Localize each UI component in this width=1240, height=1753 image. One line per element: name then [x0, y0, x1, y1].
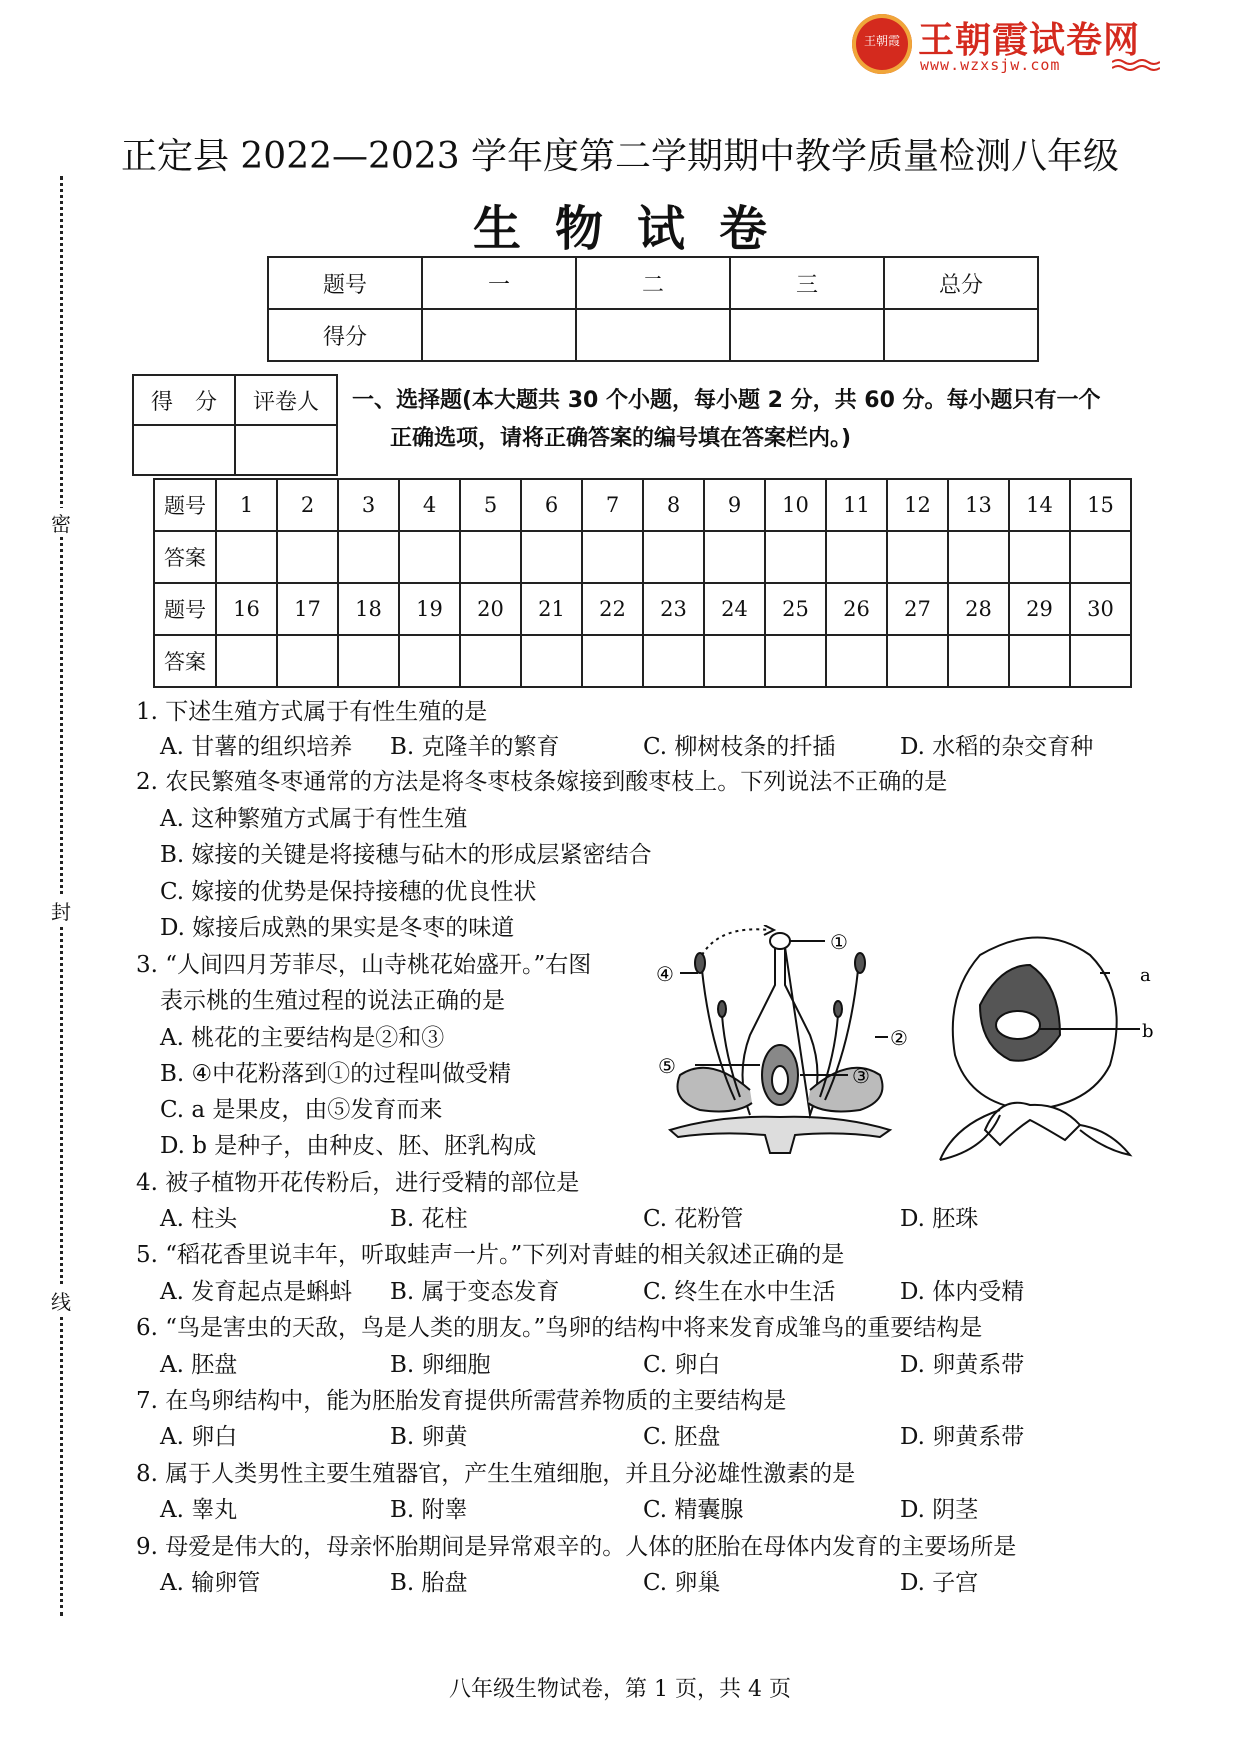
- exam-title: 正定县 2022—2023 学年度第二学期期中教学质量检测八年级: [120, 136, 1120, 177]
- answer-blank-cell[interactable]: [460, 531, 521, 583]
- question-7-option-b[interactable]: B. 卵黄: [390, 1424, 468, 1450]
- answer-blank-cell[interactable]: [582, 635, 643, 687]
- question-3-stem: 3. “人间四月芳菲尽，山寺桃花始盛开。”右图: [136, 952, 592, 978]
- answer-number-cell: 2: [277, 479, 338, 531]
- question-5-option-d[interactable]: D. 体内受精: [900, 1279, 1025, 1305]
- question-2-option-c[interactable]: C. 嫁接的优势是保持接穗的优良性状: [160, 879, 537, 905]
- answer-number-cell: 15: [1070, 479, 1131, 531]
- answer-number-cell: 6: [521, 479, 582, 531]
- question-7-option-a[interactable]: A. 卵白: [160, 1424, 238, 1450]
- answer-blank-cell[interactable]: [704, 531, 765, 583]
- answer-blank-cell[interactable]: [1070, 635, 1131, 687]
- answer-blank-cell[interactable]: [460, 635, 521, 687]
- seal-char-feng: 封: [48, 896, 74, 925]
- figure-label-3: ③: [852, 1064, 870, 1088]
- answer-number-cell: 11: [826, 479, 887, 531]
- question-2-stem: 2. 农民繁殖冬枣通常的方法是将冬枣枝条嫁接到酸枣枝上。下列说法不正确的是: [136, 769, 948, 795]
- answer-blank-cell[interactable]: [1009, 635, 1070, 687]
- answer-blank-cell[interactable]: [338, 531, 399, 583]
- score-blank-cell[interactable]: [884, 309, 1038, 361]
- exam-subject: 生物试卷: [472, 201, 801, 257]
- question-1-option-a[interactable]: A. 甘薯的组织培养: [160, 734, 353, 760]
- answer-number-cell: 30: [1070, 583, 1131, 635]
- answer-number-row: [154, 479, 1131, 531]
- score-table-score-row: [268, 309, 1038, 361]
- answer-number-cell: 24: [704, 583, 765, 635]
- question-4-stem: 4. 被子植物开花传粉后，进行受精的部位是: [136, 1170, 580, 1196]
- answer-number-cell: 10: [765, 479, 826, 531]
- question-2-option-b[interactable]: B. 嫁接的关键是将接穗与砧木的形成层紧密结合: [160, 842, 652, 868]
- answer-number-cell: 20: [460, 583, 521, 635]
- answer-blank-cell[interactable]: [1009, 531, 1070, 583]
- answer-blank-cell[interactable]: [826, 531, 887, 583]
- answer-number-cell: 9: [704, 479, 765, 531]
- answer-number-cell: 22: [582, 583, 643, 635]
- answer-number-cell: 5: [460, 479, 521, 531]
- question-9-stem: 9. 母爱是伟大的，母亲怀胎期间是异常艰辛的。人体的胚胎在母体内发育的主要场所是: [136, 1534, 1017, 1560]
- figure-label-1: ①: [830, 930, 848, 954]
- answer-number-row: [154, 583, 1131, 635]
- score-header-cell: 二: [576, 257, 730, 309]
- score-blank-cell[interactable]: [422, 309, 576, 361]
- answer-blank-cell[interactable]: [765, 635, 826, 687]
- question-4-option-b[interactable]: B. 花柱: [390, 1206, 468, 1232]
- question-6-stem: 6. “鸟是害虫的天敌，鸟是人类的朋友。”鸟卵的结构中将来发育成雏鸟的重要结构是: [136, 1315, 983, 1341]
- answer-number-cell: 16: [216, 583, 277, 635]
- question-1-option-c[interactable]: C. 柳树枝条的扦插: [643, 734, 836, 760]
- question-4-option-d[interactable]: D. 胚珠: [900, 1206, 979, 1232]
- answer-number-cell: 1: [216, 479, 277, 531]
- seal-char-xian: 线: [48, 1286, 74, 1315]
- seal-char-mi: 密: [48, 508, 74, 537]
- score-header-cell: 一: [422, 257, 576, 309]
- question-1-stem: 1. 下述生殖方式属于有性生殖的是: [136, 699, 488, 725]
- answer-table: [153, 478, 1132, 688]
- answer-number-cell: 7: [582, 479, 643, 531]
- grader-reviewer-blank[interactable]: [235, 425, 337, 475]
- question-3-option-d[interactable]: D. b 是种子，由种皮、胚、胚乳构成: [160, 1133, 537, 1159]
- section-one-heading: [352, 382, 1172, 458]
- answer-label: 答案: [154, 635, 216, 687]
- question-7-option-c[interactable]: C. 胚盘: [643, 1424, 721, 1450]
- question-4-option-a[interactable]: A. 柱头: [160, 1206, 238, 1232]
- question-6-option-c[interactable]: C. 卵白: [643, 1352, 721, 1378]
- score-header-cell: 总分: [884, 257, 1038, 309]
- answer-blank-cell[interactable]: [521, 635, 582, 687]
- question-8-option-b[interactable]: B. 附睾: [390, 1497, 468, 1523]
- peach-flower-diagram: [670, 925, 890, 1153]
- question-1-option-d[interactable]: D. 水稻的杂交育种: [900, 734, 1094, 760]
- answer-blank-cell[interactable]: [643, 531, 704, 583]
- answer-number-cell: 19: [399, 583, 460, 635]
- answer-number-cell: 3: [338, 479, 399, 531]
- question-5-stem: 5. “稻花香里说丰年，听取蛙声一片。”下列对青蛙的相关叙述正确的是: [136, 1242, 845, 1268]
- answer-blank-cell[interactable]: [887, 531, 948, 583]
- answer-number-cell: 4: [399, 479, 460, 531]
- answer-number-cell: 8: [643, 479, 704, 531]
- figure-label-5: ⑤: [658, 1054, 676, 1078]
- brand-name: 王朝霞试卷网: [918, 20, 1141, 61]
- page-footer: 八年级生物试卷，第 1 页，共 4 页: [449, 1677, 791, 1702]
- question-8-option-a[interactable]: A. 睾丸: [160, 1497, 238, 1523]
- answer-number-cell: 23: [643, 583, 704, 635]
- question-1-option-b[interactable]: B. 克隆羊的繁育: [390, 734, 560, 760]
- figure-label-a: a: [1140, 965, 1151, 986]
- score-blank-cell[interactable]: [730, 309, 884, 361]
- answer-number-cell: 26: [826, 583, 887, 635]
- wave-decoration-icon: [1112, 58, 1160, 72]
- answer-blank-cell[interactable]: [948, 531, 1009, 583]
- question-8-option-d[interactable]: D. 阴茎: [900, 1497, 979, 1523]
- score-table-header-row: [268, 257, 1038, 309]
- question-8-stem: 8. 属于人类男性主要生殖器官，产生生殖细胞，并且分泌雄性激素的是: [136, 1461, 856, 1487]
- answer-number-cell: 28: [948, 583, 1009, 635]
- answer-blank-cell[interactable]: [216, 531, 277, 583]
- answer-blank-cell[interactable]: [826, 635, 887, 687]
- answer-number-cell: 25: [765, 583, 826, 635]
- answer-blank-cell[interactable]: [399, 531, 460, 583]
- answer-number-cell: 13: [948, 479, 1009, 531]
- question-3-option-b[interactable]: B. ④中花粉落到①的过程叫做受精: [160, 1061, 512, 1087]
- question-2-option-a[interactable]: A. 这种繁殖方式属于有性生殖: [160, 806, 468, 832]
- brand-logo: 王朝霞: [852, 14, 912, 74]
- question-5-option-c[interactable]: C. 终生在水中生活: [643, 1279, 836, 1305]
- section-one-line1: 一、选择题(本大题共 30 个小题，每小题 2 分，共 60 分。每小题只有一个: [352, 388, 1101, 413]
- question-8-option-c[interactable]: C. 精囊腺: [643, 1497, 744, 1523]
- answer-blank-cell[interactable]: [338, 635, 399, 687]
- figure-label-b: b: [1142, 1021, 1154, 1042]
- answer-blank-cell[interactable]: [399, 635, 460, 687]
- question-5-option-b[interactable]: B. 属于变态发育: [390, 1279, 560, 1305]
- grader-table: [132, 374, 338, 476]
- answer-blank-cell[interactable]: [1070, 531, 1131, 583]
- answer-blank-cell[interactable]: [643, 635, 704, 687]
- answer-blank-cell[interactable]: [521, 531, 582, 583]
- answer-blank-cell[interactable]: [765, 531, 826, 583]
- answer-blank-cell[interactable]: [277, 531, 338, 583]
- question-4-option-c[interactable]: C. 花粉管: [643, 1206, 744, 1232]
- question-6-option-b[interactable]: B. 卵细胞: [390, 1352, 491, 1378]
- grader-score-label: 得 分: [133, 375, 235, 425]
- answer-blank-cell[interactable]: [582, 531, 643, 583]
- question-6-option-d[interactable]: D. 卵黄系带: [900, 1352, 1025, 1378]
- answer-label: 答案: [154, 531, 216, 583]
- answer-blank-cell[interactable]: [948, 635, 1009, 687]
- grader-score-blank[interactable]: [133, 425, 235, 475]
- grader-reviewer-label: 评卷人: [235, 375, 337, 425]
- answer-number-cell: 17: [277, 583, 338, 635]
- peach-reproduction-figure: [640, 925, 1180, 1165]
- answer-number-label: 题号: [154, 583, 216, 635]
- question-9-option-c[interactable]: C. 卵巢: [643, 1570, 721, 1596]
- score-table: [267, 256, 1039, 362]
- score-row-label: 得分: [268, 309, 422, 361]
- answer-number-label: 题号: [154, 479, 216, 531]
- peach-fruit-diagram: [940, 938, 1140, 1161]
- question-9-option-b[interactable]: B. 胎盘: [390, 1570, 468, 1596]
- answer-number-cell: 14: [1009, 479, 1070, 531]
- figure-label-2: ②: [890, 1026, 908, 1050]
- figure-label-4: ④: [656, 962, 674, 986]
- question-2-option-d[interactable]: D. 嫁接后成熟的果实是冬枣的味道: [160, 915, 515, 941]
- answer-blank-cell[interactable]: [704, 635, 765, 687]
- question-6-option-a[interactable]: A. 胚盘: [160, 1352, 238, 1378]
- question-3-option-a[interactable]: A. 桃花的主要结构是②和③: [160, 1025, 445, 1051]
- answer-blank-cell[interactable]: [887, 635, 948, 687]
- question-9-option-a[interactable]: A. 输卵管: [160, 1570, 261, 1596]
- answer-blank-cell[interactable]: [216, 635, 277, 687]
- answer-number-cell: 29: [1009, 583, 1070, 635]
- score-header-cell: 三: [730, 257, 884, 309]
- question-7-stem: 7. 在鸟卵结构中，能为胚胎发育提供所需营养物质的主要结构是: [136, 1388, 787, 1414]
- score-blank-cell[interactable]: [576, 309, 730, 361]
- answer-number-cell: 27: [887, 583, 948, 635]
- brand-url: www.wzxsjw.com: [920, 56, 1061, 74]
- question-3-option-c[interactable]: C. a 是果皮，由⑤发育而来: [160, 1097, 443, 1123]
- answer-blank-cell[interactable]: [277, 635, 338, 687]
- question-9-option-d[interactable]: D. 子宫: [900, 1570, 979, 1596]
- score-header-cell: 题号: [268, 257, 422, 309]
- answer-blank-row: [154, 635, 1131, 687]
- answer-number-cell: 12: [887, 479, 948, 531]
- question-5-option-a[interactable]: A. 发育起点是蝌蚪: [160, 1279, 353, 1305]
- question-3-stem-cont: 表示桃的生殖过程的说法正确的是: [160, 988, 505, 1014]
- section-one-line2: 正确选项，请将正确答案的编号填在答案栏内。): [390, 426, 852, 451]
- answer-blank-row: [154, 531, 1131, 583]
- answer-number-cell: 18: [338, 583, 399, 635]
- answer-number-cell: 21: [521, 583, 582, 635]
- question-7-option-d[interactable]: D. 卵黄系带: [900, 1424, 1025, 1450]
